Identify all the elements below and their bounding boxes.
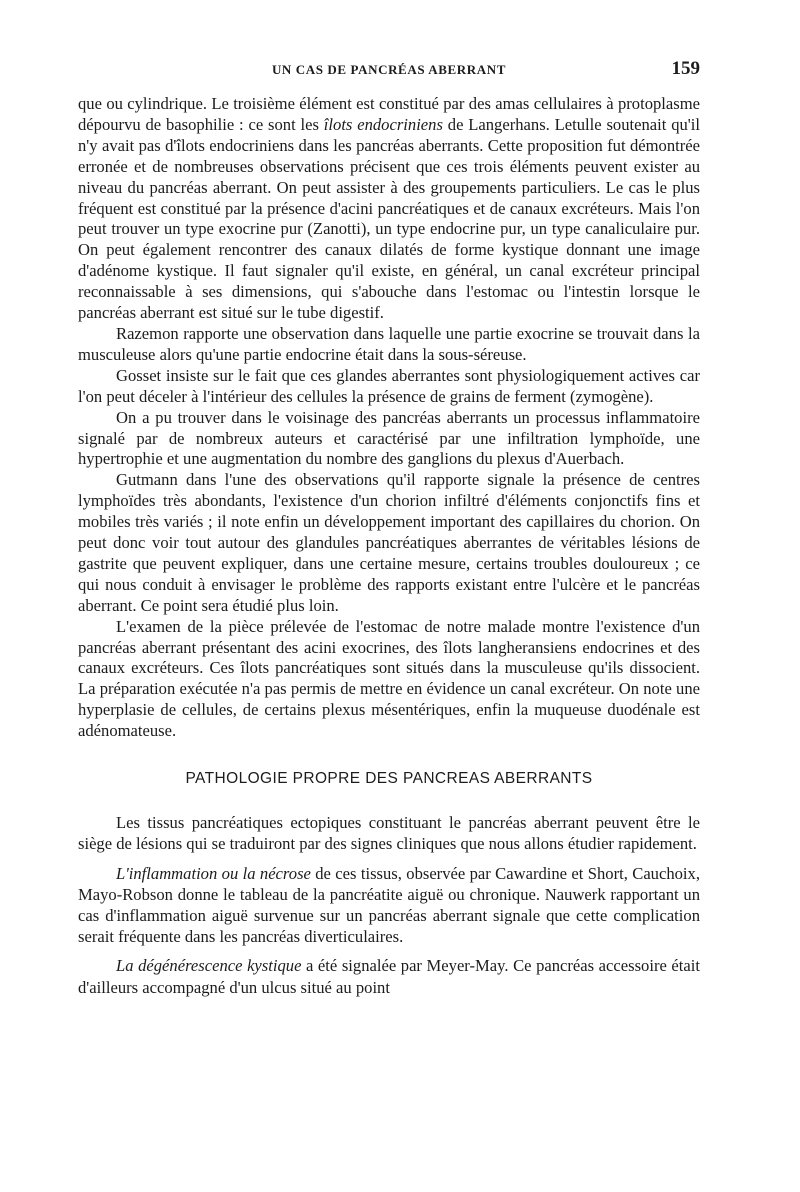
paragraph-5: Gutmann dans l'une des observations qu'il rapporte signale la présence de centres lymphoïdes très abondants, l'existence d'un chorion infiltré d'éléments conjonctifs fins et mobiles très variés ; il note enfin un développement important des capillaires du chorion. On peut donc voir tout autour des glandules pancréatiques aberrantes de véritables lésions de gastrite que peuvent expliquer, dans une certaine mesure, certains troubles douloureux ; ce qui nous conduit à envisager le problème des rapports existant entre l'ulcère et le pancréas aberrant. Ce point sera étudié plus loin.: [78, 470, 700, 615]
paragraph-7: Les tissus pancréatiques ectopiques constituant le pancréas aberrant peuvent être le siège de lésions qui se traduiront par des signes cliniques que nous allons étudier rapidement.: [78, 813, 700, 854]
paragraph-8: L'inflammation ou la nécrose de ces tissus, observée par Cawardine et Short, Cauchoix, Mayo-Robson donne le tableau de la pancréatite aiguë ou chronique. Nauwerk rapportant un cas d'inflammation aiguë survenue sur un pancréas aberrant signale que cette complication serait fréquente dans les pancréas diverticulaires.: [78, 863, 700, 947]
paragraph-2: Razemon rapporte une observation dans laquelle une partie exocrine se trouvait dans la musculeuse alors qu'une partie endocrine était dans la sous-séreuse.: [78, 323, 700, 364]
paragraph-4: On a pu trouver dans le voisinage des pancréas aberrants un processus inflammatoire signalé par de nombreux auteurs et caractérisé par une infiltration lymphoïde, une hypertrophie et une augmentation du nombre des ganglions du plexus d'Auerbach.: [78, 407, 700, 469]
italic-term: îlots endocriniens: [323, 114, 443, 134]
italic-term: L'inflammation ou la nécrose: [116, 863, 311, 883]
paragraph-9: La dégénérescence kystique a été signalée par Meyer-May. Ce pancréas accessoire était d'ailleurs accompagné d'un ulcus situé au point: [78, 956, 700, 997]
page-number: 159: [671, 58, 700, 79]
document-page: [78, 58, 700, 1006]
italic-term: La dégénérescence kystique: [116, 956, 302, 976]
running-title: UN CAS DE PANCRÉAS ABERRANT: [271, 62, 507, 77]
running-header: [78, 58, 700, 84]
paragraph-1: que ou cylindrique. Le troisième élément est constitué par des amas cellulaires à protoplasme dépourvu de basophilie : ce sont les îlots endocriniens de Langerhans. Letulle soutenait qu'il n'y avait pas d'îlots endocriniens dans les pancréas aberrants. Cette proposition fut démontrée erronée et de nombreuses observations précisent que ces trois éléments peuvent exister au niveau du pancréas aberrant. On peut assister à des groupements particuliers. Le cas le plus fréquent est constitué par la présence d'acini pancréatiques et de canaux excréteurs. Mais l'on peut trouver un type exocrine pur (Zanotti), un type endocrine pur, un type canaliculaire pur. On peut également rencontrer des canaux dilatés de forme kystique donnant une image d'adénome kystique. Il faut signaler qu'il existe, en général, un canal excréteur principal reconnaissable à ses dimensions, qui s'abouche dans l'estomac ou l'intestin lorsque le pancréas aberrant est situé sur le tube digestif.: [78, 94, 701, 323]
paragraph-3: Gosset insiste sur le fait que ces glandes aberrantes sont physiologiquement actives car l'on peut déceler à l'intérieur des cellules la présence de grains de ferment (zymogène).: [78, 365, 700, 406]
paragraph-6: L'examen de la pièce prélevée de l'estomac de notre malade montre l'existence d'un pancréas aberrant présentant des acini exocrines, des îlots langheransiens endocrines et des canaux excréteurs. Ces îlots pancréatiques sont situés dans la musculeuse qu'ils dissocient. La préparation exécutée n'a pas permis de mettre en évidence un canal excréteur. On note une hyperplasie de cellules, de certains plexus mésentériques, enfin la muqueuse duodénale est adénomateuse.: [78, 616, 700, 741]
body-section-anatomy: [78, 94, 700, 742]
body-section-pathology: [78, 812, 700, 998]
section-heading: PATHOLOGIE PROPRE DES PANCREAS ABERRANTS: [185, 770, 593, 788]
